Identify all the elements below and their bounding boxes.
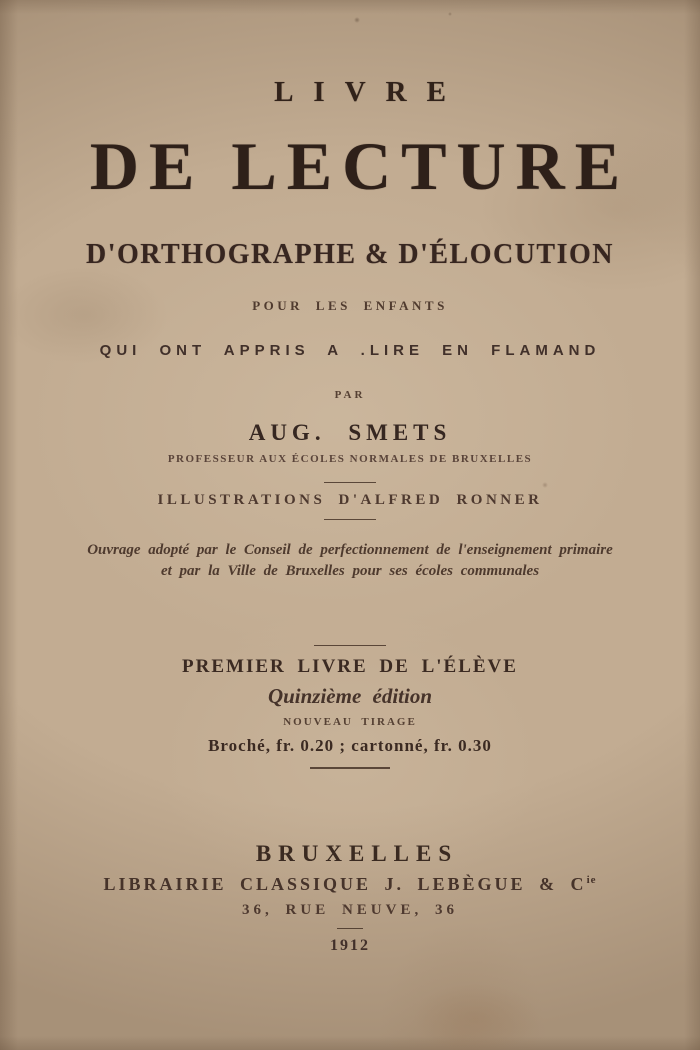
- title-line-1: LIVRE: [274, 76, 466, 108]
- approval-line-2: et par la Ville de Bruxelles pour ses écoles communales: [160, 563, 540, 579]
- author-role: PROFESSEUR AUX ÉCOLES NORMALES DE BRUXELLES: [167, 453, 533, 465]
- title-subtitle: D'ORTHOGRAPHE & D'ÉLOCUTION: [86, 239, 614, 270]
- divider-rule-illustrations-bottom: [324, 519, 376, 520]
- audience-line-1: POUR LES ENFANTS: [252, 298, 448, 313]
- imprint-city: BRUXELLES: [255, 841, 459, 866]
- divider-rule-edition-bottom: [310, 767, 390, 769]
- divider-rule-illustrations-top: [324, 482, 376, 483]
- publisher-superscript: ie: [586, 874, 597, 886]
- imprint-year: 1912: [330, 937, 370, 954]
- divider-rule-imprint: [337, 928, 363, 929]
- approval-line-1: Ouvrage adopté par le Conseil de perfectionnement de l'enseignement primaire: [87, 542, 613, 558]
- edition-series: PREMIER LIVRE DE L'ÉLÈVE: [182, 656, 518, 677]
- imprint-publisher-line: [0, 875, 700, 893]
- edition-price: Broché, fr. 0.20 ; cartonné, fr. 0.30: [208, 736, 492, 755]
- divider-rule-edition-top: [314, 645, 386, 646]
- title-line-2: DE LECTURE: [89, 128, 631, 204]
- imprint-address: 36, RUE NEUVE, 36: [242, 902, 458, 918]
- publisher-name: LIBRAIRIE CLASSIQUE J. LEBÈGUE & C: [103, 874, 587, 894]
- edition-printing: NOUVEAU TIRAGE: [283, 716, 417, 728]
- edition-name: Quinzième édition: [267, 684, 433, 708]
- author-name: AUG. SMETS: [248, 420, 452, 445]
- audience-line-2: QUI ONT APPRIS A .LIRE EN FLAMAND: [99, 342, 601, 359]
- author-by-label: PAR: [334, 389, 366, 401]
- illustrations-credit: ILLUSTRATIONS D'ALFRED RONNER: [157, 492, 543, 508]
